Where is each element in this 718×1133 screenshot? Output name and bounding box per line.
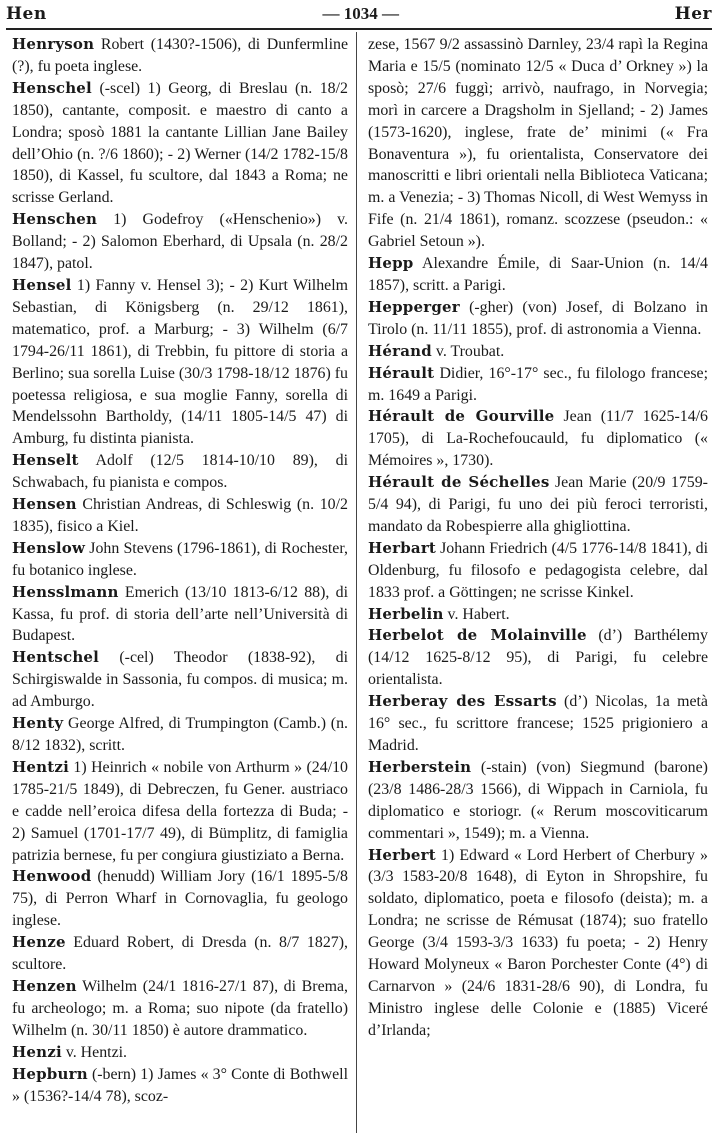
dictionary-entry <box>12 713 348 757</box>
entry-headword: Hérault de Séchelles <box>368 473 550 492</box>
entry-text: v. Troubat. <box>435 342 505 360</box>
entry-headword: Henzen <box>12 976 77 995</box>
entry-text: (d’) Barthélemy (14/12 1625-8/12 95), di Parigi, fu celebre orientalista. <box>368 627 708 689</box>
entry-headword: Herberstein <box>368 757 472 776</box>
entry-text: (-cel) Theodor (1838-92), di Schirgiswalde in Sassonia, fu compos. di musica; m. ad Amburgo. <box>12 649 348 711</box>
dictionary-entry <box>12 275 348 450</box>
entry-text: (henudd) William Jory (16/1 1895-5/8 75), di Perron Wharf in Cornovaglia, fu geologo inglese. <box>12 868 348 930</box>
entry-text: Eduard Robert, di Dresda (n. 8/7 1827), scultore. <box>12 934 348 974</box>
dictionary-entry <box>12 647 348 713</box>
entry-headword: Herbelin <box>368 604 444 623</box>
entry-text: Wilhelm (24/1 1816-27/1 87), di Brema, fu archeologo; m. a Roma; suo nipote (da fratello) Wilhelm (n. 30/11 1850) è autore drammatico. <box>12 977 349 1039</box>
entry-text: George Alfred, di Trumpington (Camb.) (n. 8/12 1832), scritt. <box>12 715 348 754</box>
dictionary-entry <box>368 625 708 691</box>
entry-headword: Hensslmann <box>12 582 119 601</box>
dictionary-entry <box>12 538 348 582</box>
dictionary-entry <box>368 363 708 407</box>
entry-headword: Herbert <box>368 845 436 864</box>
entry-headword: Hepburn <box>12 1064 88 1083</box>
entry-text: (-stain) (von) Siegmund (barone) (23/8 1486-28/3 1566), di Wippach in Carniola, fu diplomatico e storiogr. (« Rerum moscoviticarum commentari », 1549); m. a Vienna. <box>368 758 708 842</box>
entry-text: Emerich (13/10 1813-6/12 88), di Kassa, fu prof. di storia dell’arte nell’Università di Budapest. <box>12 583 348 645</box>
dictionary-entry <box>12 932 348 976</box>
entry-text: 1) Godefroy («Henschenio») v. Bolland; - 2) Salomon Eberhard, di Upsala (n. 28/2 1847), patol. <box>12 211 348 273</box>
entry-headword: Hepp <box>368 254 414 273</box>
entry-text: zese, 1567 9/2 assassinò Darnley, 23/4 rapì la Regina Maria e 15/5 (nominato 12/5 « Duca d’ Orkney ») la sposò; 27/6 fuggì; arrivò, naufrago, in Norvegia; morì in carcere a Dragsholm in Sjelland; - 2) James (1573-1620), inglese, frate de’ minimi (« Fra Bonaventura »), fu orientalista, Conservatore dei manoscritti e libri orientali nella Biblioteca Vaticana; m. a Venezia; - 3) Thomas Nicoll, di West Wemyss in Fife (n. 21/4 1861), romanz. scozzese (pseudon.: « Gabriel Setoun »). <box>368 36 708 251</box>
dictionary-entry <box>368 757 708 845</box>
entry-text: v. Hentzi. <box>65 1043 128 1061</box>
dictionary-entry <box>368 341 708 363</box>
dictionary-entry <box>12 1042 348 1064</box>
entry-headword: Henschen <box>12 210 98 229</box>
entry-headword: Herbelot de Molainville <box>368 626 587 645</box>
dictionary-entry <box>12 78 348 209</box>
dictionary-entry <box>12 866 348 932</box>
entry-headword: Hensen <box>12 495 77 514</box>
entry-text: (d’) Nicolas, 1a metà 16° sec., fu scrittore francese; 1525 prigioniero a Madrid. <box>368 693 708 754</box>
dictionary-entry <box>368 604 708 626</box>
entry-text: v. Habert. <box>447 605 510 623</box>
dictionary-entry <box>12 209 348 275</box>
dictionary-entry <box>12 1064 348 1108</box>
entry-text: (-bern) 1) James « 3° Conte di Bothwell » (1536?-14/4 78), scoz- <box>12 1065 348 1105</box>
dictionary-entry <box>12 976 348 1042</box>
page-number: — 1034 — <box>322 4 399 23</box>
entry-text: Johann Friedrich (4/5 1776-14/8 1841), di Oldenburg, fu filosofo e pedagogista celebre, dal 1833 prof. a Göttingen; ne scrisse Kinkel. <box>368 539 708 601</box>
page-header <box>6 2 712 26</box>
entry-text: 1) Heinrich « nobile von Arthurm » (24/10 1785-21/5 1849), di Debreczen, fu Gener. austriaco e cadde nell’eroica difesa della fortezza di Buda; - 2) Samuel (1701-17/7 49), di Bümplitz, di famiglia patrizia bernese, fu per congiura giustiziato a Berna. <box>12 758 348 864</box>
entry-text: Jean Marie (20/9 1759-5/4 94), di Parigi, fu uno dei più feroci terroristi, mandato da Robespierre alla ghigliottina. <box>368 474 708 535</box>
entry-headword: Henselt <box>12 451 79 470</box>
dictionary-entry <box>368 253 708 297</box>
entry-text: Didier, 16°-17° sec., fu filologo francese; m. 1649 a Parigi. <box>368 364 708 404</box>
dictionary-entry <box>12 450 348 494</box>
entry-headword: Hérault <box>368 363 435 382</box>
entry-headword: Henryson <box>12 35 95 53</box>
entry-text: John Stevens (1796-1861), di Rochester, fu botanico inglese. <box>12 539 348 579</box>
entry-text: Alexandre Émile, di Saar-Union (n. 14/4 1857), scritt. a Parigi. <box>368 255 708 294</box>
entry-headword: Henslow <box>12 538 86 557</box>
dictionary-entry <box>368 406 708 472</box>
entry-text: (-gher) (von) Josef, di Bolzano in Tirolo (n. 11/11 1855), prof. di astronomia a Vienna. <box>368 298 708 338</box>
entry-headword: Herbart <box>368 538 437 557</box>
dictionary-entry <box>368 691 708 757</box>
entry-headword: Hepperger <box>368 297 460 316</box>
dictionary-entry <box>12 494 348 538</box>
dictionary-entry <box>368 538 708 604</box>
dictionary-entry <box>368 34 708 253</box>
dictionary-entry <box>12 582 348 648</box>
entry-text: Robert (1430?-1506), di Dunfermline (?), fu poeta inglese. <box>12 36 348 75</box>
entry-headword: Henty <box>12 714 64 733</box>
column-divider <box>356 32 357 1133</box>
entry-headword: Henwood <box>12 867 92 886</box>
dictionary-entry <box>368 845 708 1042</box>
entry-headword: Hentzi <box>12 757 69 776</box>
entry-text: Adolf (12/5 1814-10/10 89), di Schwabach, fu pianista e compos. <box>12 452 348 492</box>
entry-headword: Hentschel <box>12 648 100 667</box>
dictionary-entry <box>368 472 708 538</box>
dictionary-entry <box>12 757 348 867</box>
entry-headword: Henze <box>12 933 66 952</box>
entry-headword: Henschel <box>12 78 92 97</box>
running-head-left: Hen <box>6 4 47 24</box>
right-column <box>368 34 708 1042</box>
entry-text: 1) Edward « Lord Herbert of Cherbury » (3/3 1583-20/8 1648), di Eyton in Shropshire, fu soldato, diplomatico, poeta e filosofo (deista); m. a Londra; ne scrisse de Rémusat (1874); suo fratello George (3/4 1593-3/3 1633) fu poeta; - 2) Henry Howard Molyneux « Baron Porchester Conte (4°) di Carnarvon » (24/6 1831-28/6 90), di Londra, fu Ministro inglese delle Colonie e (1885) Viceré d’Irlanda; <box>368 846 708 1039</box>
entry-text: Christian Andreas, di Schleswig (n. 10/2 1835), fisico a Kiel. <box>12 496 348 535</box>
entry-headword: Hensel <box>12 275 72 294</box>
entry-text: 1) Fanny v. Hensel 3); - 2) Kurt Wilhelm Sebastian, di Königsberg (n. 29/12 1861), matematico, prof. a Marburg; - 3) Wilhelm (6/7 1794-26/11 1861), di Trebbin, fu pittore di storia a Berlino; sua sorella Luise (30/3 1798-18/12 1876) fu poetessa religiosa, e sua moglie Fanny, sorella di Mendelssohn Bartholdy, (14/11 1805-14/5 47) di Amburg, fu distinta pianista. <box>12 276 348 448</box>
entry-headword: Henzi <box>12 1042 62 1061</box>
dictionary-entry <box>368 297 708 341</box>
entry-text: (-scel) 1) Georg, di Breslau (n. 18/2 1850), cantante, composit. e maestro di canto a Londra; sposò 1881 la cantante Lillian Jane Bailey dell’Ohio (n. ?/6 1860); - 2) Werner (14/2 1782-15/8 1850), di Kassel, fu scultore, dal 1843 a Roma; ne scrisse Gerland. <box>12 79 348 207</box>
entry-headword: Hérault de Gourville <box>368 407 555 426</box>
left-column <box>12 34 348 1107</box>
dictionary-entry <box>12 34 348 78</box>
running-head-right: Her <box>674 4 712 24</box>
entry-headword: Hérand <box>368 341 432 360</box>
header-rule <box>6 28 712 30</box>
entry-text: Jean (11/7 1625-14/6 1705), di La-Rochefoucauld, fu diplomatico (« Mémoires », 1730). <box>368 408 708 470</box>
entry-headword: Herberay des Essarts <box>368 692 557 711</box>
